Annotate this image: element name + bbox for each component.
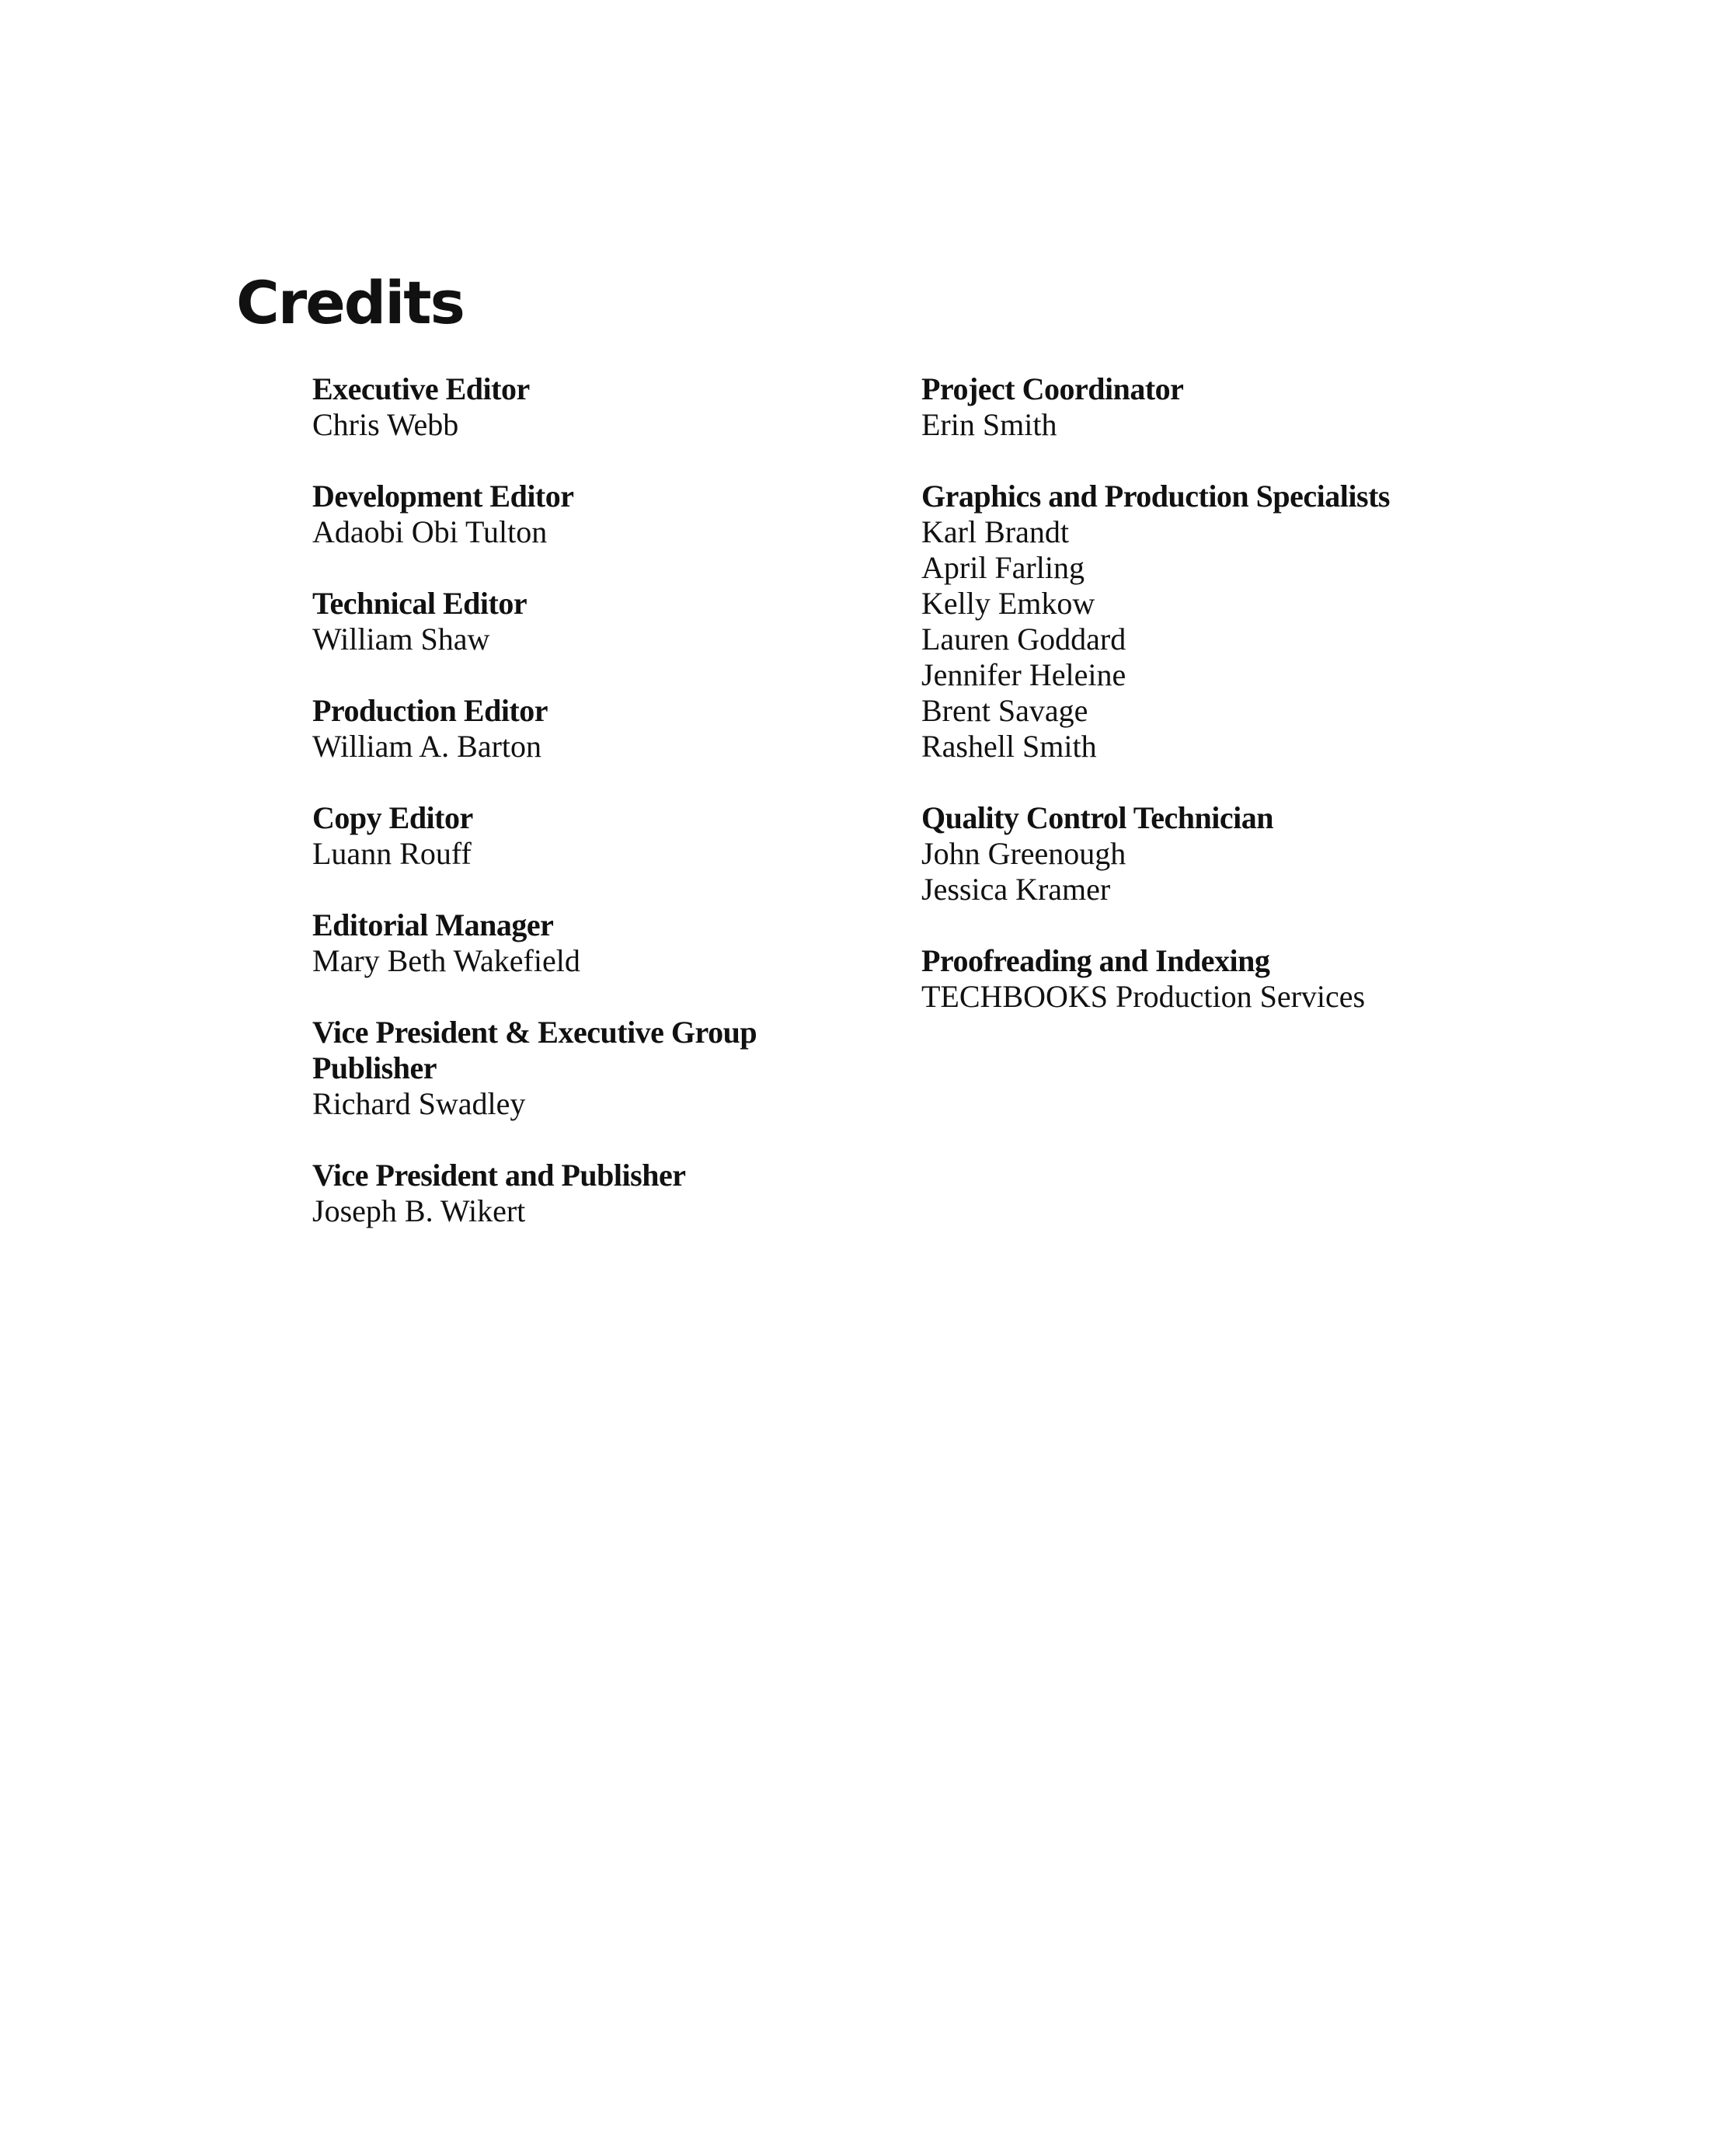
- credit-name: Karl Brandt: [921, 514, 1069, 549]
- credit-name: Brent Savage: [921, 693, 1088, 728]
- credit-name: Erin Smith: [921, 407, 1057, 442]
- credit-role: Production Editor: [312, 693, 548, 728]
- credit-role: Executive Editor: [312, 371, 530, 406]
- credit-name: Kelly Emkow: [921, 586, 1095, 621]
- credit-group: [921, 371, 1605, 443]
- credit-group: [312, 693, 856, 765]
- credit-role: Development Editor: [312, 479, 574, 514]
- credit-name: Jennifer Heleine: [921, 657, 1126, 692]
- credit-name: John Greenough: [921, 836, 1126, 871]
- credit-group: [312, 907, 856, 979]
- credit-role: Copy Editor: [312, 800, 473, 835]
- credit-role: Publisher: [312, 1050, 437, 1085]
- credit-role: Vice President and Publisher: [312, 1158, 686, 1193]
- credit-name: William A. Barton: [312, 729, 542, 764]
- credit-role: Technical Editor: [312, 586, 527, 621]
- credit-name: Jessica Kramer: [921, 872, 1111, 907]
- credit-name: Chris Webb: [312, 407, 459, 442]
- credit-group: [312, 1158, 856, 1229]
- page-title: Credits: [236, 268, 464, 337]
- credit-role: Graphics and Production Specialists: [921, 479, 1390, 514]
- credit-name: Mary Beth Wakefield: [312, 943, 580, 978]
- credit-name: Rashell Smith: [921, 729, 1097, 764]
- credit-name: Richard Swadley: [312, 1086, 526, 1121]
- credit-group: [312, 1015, 856, 1122]
- credits-column-left: [312, 371, 856, 1265]
- credit-role: Quality Control Technician: [921, 800, 1274, 835]
- credit-group: [312, 800, 856, 872]
- credit-role: Project Coordinator: [921, 371, 1184, 406]
- credit-role: Proofreading and Indexing: [921, 943, 1270, 978]
- credit-group: [921, 479, 1605, 765]
- credit-role: Vice President & Executive Group: [312, 1015, 757, 1050]
- credit-group: [312, 586, 856, 657]
- credit-name: TECHBOOKS Production Services: [921, 979, 1366, 1014]
- credit-group: [312, 479, 856, 550]
- credit-name: Luann Rouff: [312, 836, 472, 871]
- credit-role: Editorial Manager: [312, 907, 554, 942]
- credit-name: April Farling: [921, 550, 1085, 585]
- credit-name: William Shaw: [312, 622, 490, 657]
- credit-name: Adaobi Obi Tulton: [312, 514, 548, 549]
- credit-name: Lauren Goddard: [921, 622, 1126, 657]
- credit-group: [921, 943, 1605, 1015]
- credit-group: [312, 371, 856, 443]
- credit-name: Joseph B. Wikert: [312, 1193, 526, 1228]
- credit-group: [921, 800, 1605, 907]
- credits-column-right: [921, 371, 1605, 1050]
